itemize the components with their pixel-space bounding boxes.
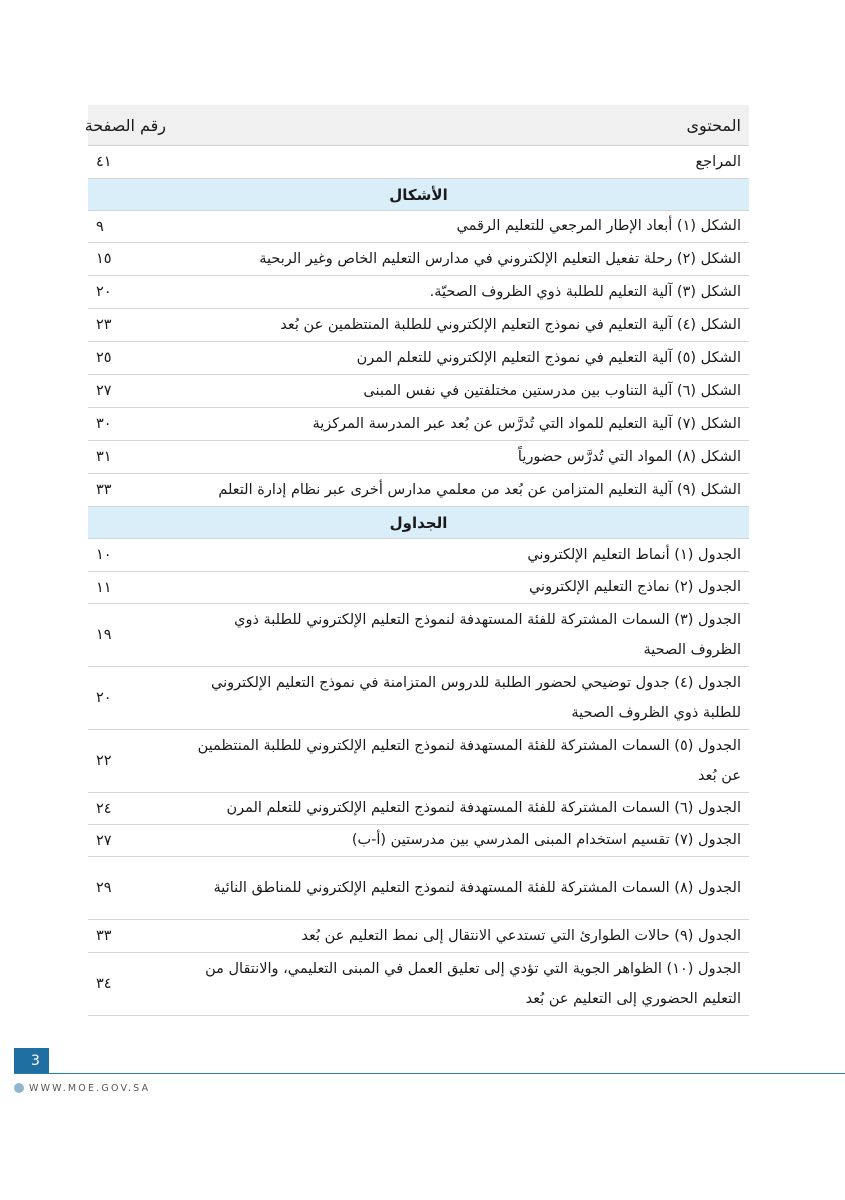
toc-entry-title: الجدول (١٠) الظواهر الجوية التي تؤدي إلى تعليق العمل في المبنى التعليمي، والانتقال من التعليم الحضوري إلى التعليم عن بُعد <box>174 953 749 1016</box>
toc-row-figure <box>88 211 749 243</box>
toc-entry-title: الجدول (٤) جدول توضيحي لحضور الطلبة للدروس المتزامنة في نموذج التعليم الإلكتروني للطلبة ذوي الظروف الصحية <box>174 667 749 730</box>
toc-entry-page: ٢٤ <box>88 793 174 825</box>
toc-entry-title: الشكل (٣) آلية التعليم للطلبة ذوي الظروف الصحيّة. <box>174 276 749 309</box>
toc-entry-title: الشكل (٦) آلية التناوب بين مدرستين مختلفتين في نفس المبنى <box>174 375 749 408</box>
toc-row-figure <box>88 441 749 474</box>
toc-row-table <box>88 604 749 667</box>
page-number-header: رقم الصفحة <box>88 105 174 146</box>
toc-entry-page: ٢٣ <box>88 309 174 342</box>
toc-row-figure <box>88 309 749 342</box>
toc-entry-page: ٣١ <box>88 441 174 474</box>
content-header: المحتوى <box>174 105 749 146</box>
toc-entry-page: ١٠ <box>88 539 174 572</box>
toc-entry-page: ٣٠ <box>88 408 174 441</box>
toc-entry-title: الشكل (٤) آلية التعليم في نموذج التعليم الإلكتروني للطلبة المنتظمين عن بُعد <box>174 309 749 342</box>
toc-row-figure <box>88 375 749 408</box>
toc-entry-title: الجدول (٦) السمات المشتركة للفئة المستهدفة لنموذج التعليم الإلكتروني للتعلم المرن <box>174 793 749 825</box>
toc-entry-page: ١٥ <box>88 243 174 276</box>
toc-entry-title: الشكل (١) أبعاد الإطار المرجعي للتعليم الرقمي <box>174 211 749 243</box>
page-number-badge: 3 <box>14 1048 49 1074</box>
toc-entry-title: الشكل (٨) المواد التي تُدرَّس حضورياً <box>174 441 749 474</box>
toc-entry-page: ٢٢ <box>88 730 174 793</box>
toc-header-row <box>88 105 749 146</box>
toc-entry-title: الشكل (٩) آلية التعليم المتزامن عن بُعد من معلمي مدارس أخرى عبر نظام إدارة التعلم <box>174 474 749 507</box>
footer-divider <box>14 1073 845 1074</box>
section-title: الجداول <box>88 507 749 539</box>
toc-row-table <box>88 572 749 604</box>
toc-row-figure <box>88 276 749 309</box>
toc-entry-page: ٢٥ <box>88 342 174 375</box>
toc-entry-page: ٢٧ <box>88 375 174 408</box>
toc-entry-title: الجدول (٥) السمات المشتركة للفئة المستهدفة لنموذج التعليم الإلكتروني للطلبة المنتظمين عن بُعد <box>174 730 749 793</box>
toc-entry-page: ٩ <box>88 211 174 243</box>
toc-entry-page: ٢٠ <box>88 667 174 730</box>
toc-entry-title: المراجع <box>174 146 749 179</box>
footer-website <box>14 1081 150 1095</box>
toc-entry-title: الجدول (٧) تقسيم استخدام المبنى المدرسي بين مدرستين (أ-ب) <box>174 825 749 857</box>
toc-entry-title: الجدول (١) أنماط التعليم الإلكتروني <box>174 539 749 572</box>
toc-row-table <box>88 793 749 825</box>
toc-entry-title: الجدول (٢) نماذج التعليم الإلكتروني <box>174 572 749 604</box>
toc-row-table <box>88 857 749 920</box>
toc-entry-page: ١١ <box>88 572 174 604</box>
toc-row-table <box>88 920 749 953</box>
toc-entry-page: ١٩ <box>88 604 174 667</box>
section-header-tables <box>88 507 749 539</box>
toc-entry-title: الجدول (٣) السمات المشتركة للفئة المستهدفة لنموذج التعليم الإلكتروني للطلبة ذوي الظروف الصحية <box>174 604 749 667</box>
toc-row-table <box>88 667 749 730</box>
website-url: WWW.MOE.GOV.SA <box>29 1082 151 1094</box>
toc-entry-page: ٣٣ <box>88 474 174 507</box>
toc-entry-title: الشكل (٥) آلية التعليم في نموذج التعليم الإلكتروني للتعلم المرن <box>174 342 749 375</box>
toc-entry-title: الجدول (٨) السمات المشتركة للفئة المستهدفة لنموذج التعليم الإلكتروني للمناطق النائية <box>174 857 749 920</box>
toc-entry-page: ٢٠ <box>88 276 174 309</box>
toc-entry-page: ٢٧ <box>88 825 174 857</box>
globe-icon <box>14 1083 24 1093</box>
toc-entry-page: ٤١ <box>88 146 174 179</box>
toc-entry-title: الجدول (٩) حالات الطوارئ التي تستدعي الانتقال إلى نمط التعليم عن بُعد <box>174 920 749 953</box>
table-of-contents <box>84 105 749 1016</box>
toc-row-figure <box>88 243 749 276</box>
toc-entry-page: ٣٤ <box>88 953 174 1016</box>
toc-row-table <box>88 825 749 857</box>
toc-entry-page: ٣٣ <box>88 920 174 953</box>
toc-row-figure <box>88 408 749 441</box>
toc-entry-title: الشكل (٢) رحلة تفعيل التعليم الإلكتروني في مدارس التعليم الخاص وغير الربحية <box>174 243 749 276</box>
toc-entry-title: الشكل (٧) آلية التعليم للمواد التي تُدرَّس عن بُعد عبر المدرسة المركزية <box>174 408 749 441</box>
section-title: الأشكال <box>88 179 749 211</box>
toc-row-figure <box>88 474 749 507</box>
toc-row-table <box>88 730 749 793</box>
toc-row-table <box>88 539 749 572</box>
section-header-figures <box>88 179 749 211</box>
toc-row-table <box>88 953 749 1016</box>
toc-row-references <box>88 146 749 179</box>
toc-row-figure <box>88 342 749 375</box>
toc-entry-page: ٢٩ <box>88 857 174 920</box>
